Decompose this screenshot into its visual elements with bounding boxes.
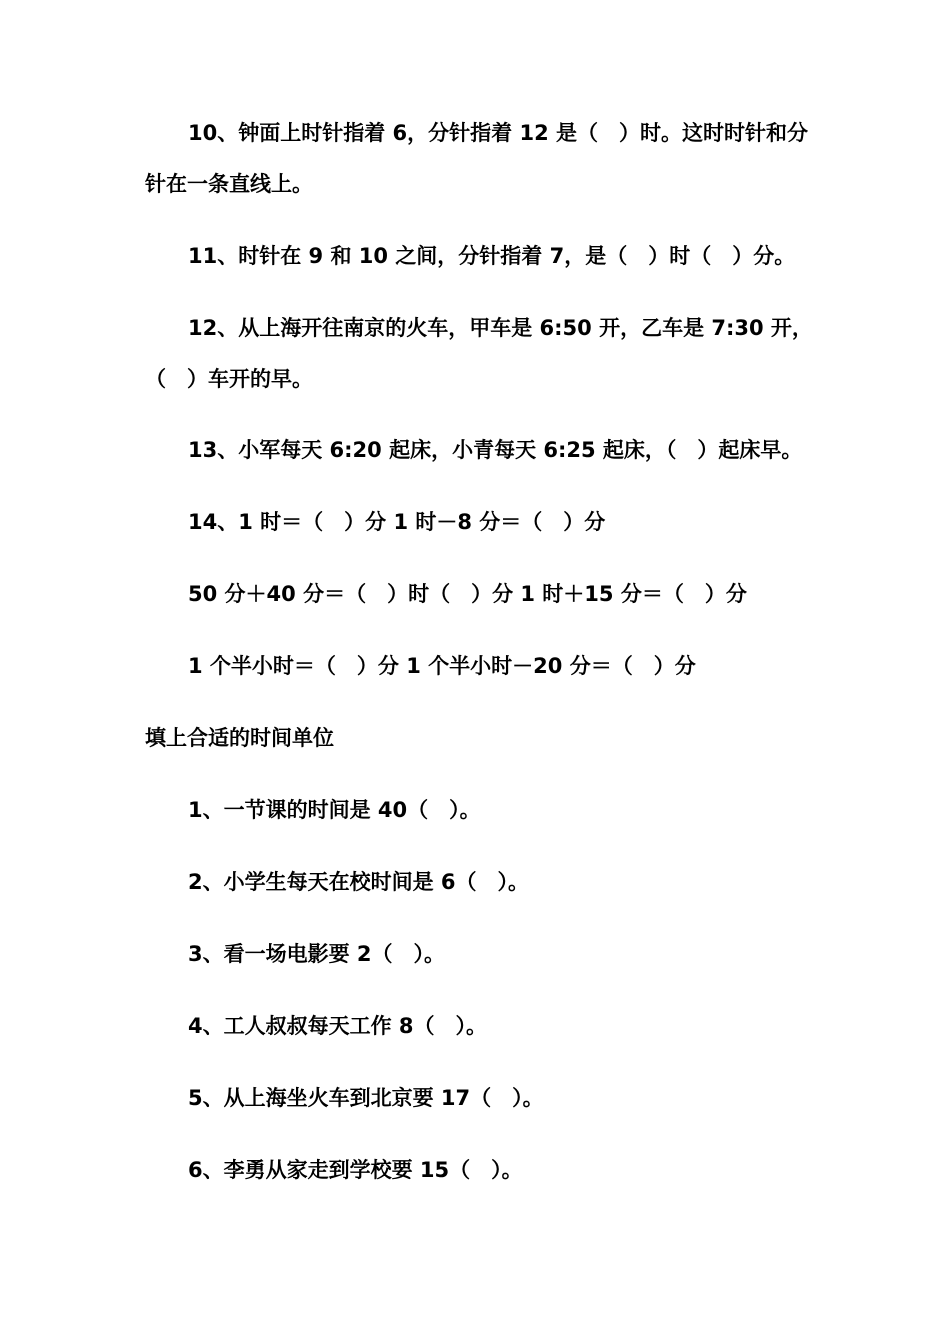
question-13: 13、小军每天 6:20 起床，小青每天 6:25 起床，（ ）起床早。 xyxy=(188,438,803,462)
question-11: 11、时针在 9 和 10 之间，分针指着 7，是（ ）时（ ）分。 xyxy=(188,244,796,268)
question-10-line-2: 针在一条直线上。 xyxy=(145,172,313,196)
unit-question-5: 5、从上海坐火车到北京要 17（ ）。 xyxy=(188,1086,544,1110)
question-14-row-2: 50 分＋40 分＝（ ）时（ ）分 1 时＋15 分＝（ ）分 xyxy=(188,582,747,606)
unit-question-6: 6、李勇从家走到学校要 15（ ）。 xyxy=(188,1158,523,1182)
unit-question-1: 1、一节课的时间是 40（ ）。 xyxy=(188,798,481,822)
section-title: 填上合适的时间单位 xyxy=(145,726,334,750)
question-10-line-1: 10、钟面上时针指着 6，分针指着 12 是（ ）时。这时时针和分 xyxy=(188,121,808,145)
unit-question-3: 3、看一场电影要 2（ ）。 xyxy=(188,942,446,966)
question-14-row-1: 14、1 时＝（ ）分 1 时－8 分＝（ ）分 xyxy=(188,510,606,534)
question-12-line-2: （ ）车开的早。 xyxy=(145,367,313,391)
question-14-row-3: 1 个半小时＝（ ）分 1 个半小时－20 分＝（ ）分 xyxy=(188,654,696,678)
unit-question-4: 4、工人叔叔每天工作 8（ ）。 xyxy=(188,1014,488,1038)
question-12-line-1: 12、从上海开往南京的火车，甲车是 6:50 开，乙车是 7:30 开， xyxy=(188,316,813,340)
unit-question-2: 2、小学生每天在校时间是 6（ ）。 xyxy=(188,870,530,894)
